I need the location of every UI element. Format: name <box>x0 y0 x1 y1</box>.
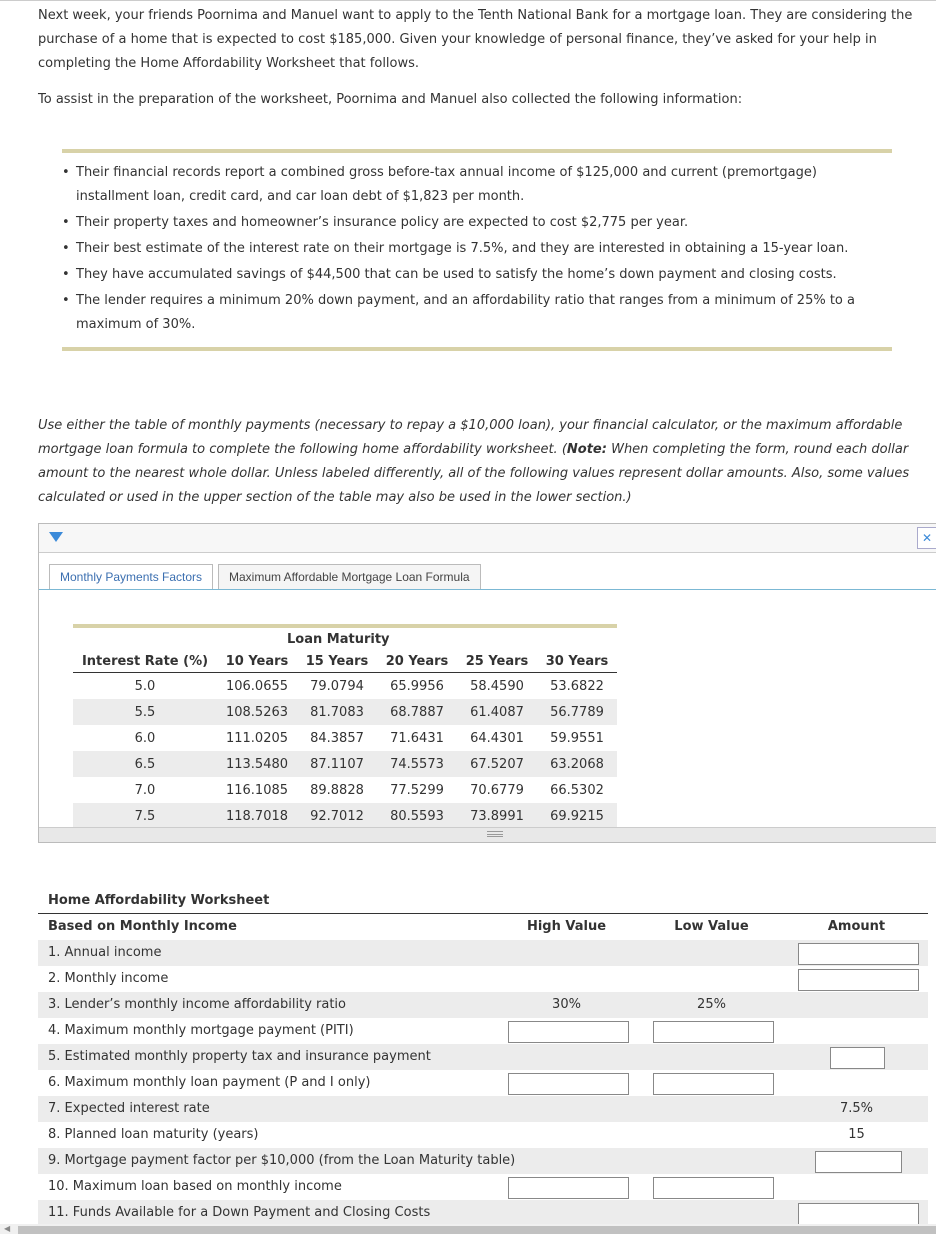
list-item: • The lender requires a minimum 20% down payment, and an affordability ratio that ranges from a minimum of 25% to a maximum of 30%. <box>62 293 855 332</box>
max-pi-low-input[interactable] <box>653 1073 774 1095</box>
table-row: 7.0 116.1085 89.8828 77.5299 70.6779 66.5302 <box>134 782 604 798</box>
row-label: 9. Mortgage payment factor per $10,000 (from the Loan Maturity table) <box>48 1153 516 1168</box>
row-label: 10. Maximum loan based on monthly income <box>48 1179 342 1194</box>
intro-paragraph: Next week, your friends Poornima and Manuel want to apply to the Tenth National Bank for a mortgage loan. They are considering the purchase of a home that is expected to cost $185,000. Given your knowledge of personal finance, they’ve asked for your help in completing the Home Affordability Worksheet that follows. <box>38 8 913 71</box>
row-label: 1. Annual income <box>48 945 162 960</box>
grip-icon <box>487 831 503 835</box>
tab-max-affordable-formula[interactable]: Maximum Affordable Mortgage Loan Formula <box>218 564 481 590</box>
table-row: 5.5 108.5263 81.7083 68.7887 61.4087 56.7789 <box>73 699 617 725</box>
column-header: 10 Years <box>217 650 297 673</box>
monthly-income-input[interactable] <box>798 969 919 991</box>
funds-available-input[interactable] <box>798 1203 919 1225</box>
worksheet-header-row <box>38 914 928 940</box>
assist-paragraph: To assist in the preparation of the worksheet, Poornima and Manuel also collected the following information: <box>38 92 743 107</box>
grip-line <box>487 836 503 837</box>
column-header: 15 Years <box>297 650 377 673</box>
column-header: 20 Years <box>377 650 457 673</box>
collapse-icon[interactable] <box>49 532 63 542</box>
list-item: • They have accumulated savings of $44,500 that can be used to satisfy the home’s down payment and closing costs. <box>62 267 837 282</box>
info-list <box>62 161 892 337</box>
table-row: 5.0 106.0655 79.0794 65.9956 58.4590 53.6822 <box>134 678 604 694</box>
tax-insurance-input[interactable] <box>830 1047 885 1069</box>
table-row <box>38 1174 928 1200</box>
column-header: 30 Years <box>537 650 617 673</box>
annual-income-input[interactable] <box>798 943 919 965</box>
row-label: 4. Maximum monthly mortgage payment (PITI) <box>48 1023 354 1038</box>
interest-rate-value: 7.5% <box>839 1101 874 1116</box>
resize-handle[interactable] <box>39 827 936 842</box>
payment-factor-input[interactable] <box>815 1151 902 1173</box>
worksheet-title: Home Affordability Worksheet <box>38 889 928 914</box>
max-piti-low-input[interactable] <box>653 1021 774 1043</box>
table-row <box>38 1096 928 1122</box>
high-value-header: High Value <box>526 919 607 934</box>
row-label: 3. Lender’s monthly income affordability ratio <box>48 997 346 1012</box>
table-row <box>38 1200 928 1226</box>
max-loan-low-input[interactable] <box>653 1177 774 1199</box>
table-row <box>38 1070 928 1096</box>
table-row: 6.5 113.5480 87.1107 74.5573 67.5207 63.2068 <box>73 751 617 777</box>
ratio-high-value: 30% <box>552 997 581 1012</box>
table-row <box>38 1044 928 1070</box>
table-row: 7.5 118.7018 92.7012 80.5593 73.8991 69.9215 <box>73 803 617 827</box>
list-item: • Their property taxes and homeowner’s insurance policy are expected to cost $2,775 per year. <box>62 215 689 230</box>
row-label: 5. Estimated monthly property tax and insurance payment <box>48 1049 431 1064</box>
table-row <box>38 1122 928 1148</box>
panel-body <box>39 553 936 827</box>
row-label: 8. Planned loan maturity (years) <box>48 1127 259 1142</box>
loan-maturity-header: Loan Maturity <box>287 631 390 647</box>
table-row <box>38 966 928 992</box>
horizontal-scrollbar[interactable] <box>0 1224 936 1234</box>
ratio-low-value: 25% <box>697 997 726 1012</box>
close-icon[interactable]: ✕ <box>917 527 936 549</box>
reference-panel <box>38 523 936 843</box>
column-header: Interest Rate (%) <box>73 650 217 673</box>
amount-header: Amount <box>827 919 886 934</box>
info-box <box>62 149 892 351</box>
row-label: 11. Funds Available for a Down Payment and Closing Costs <box>48 1205 431 1220</box>
loan-maturity-value: 15 <box>848 1127 865 1142</box>
max-pi-high-input[interactable] <box>508 1073 629 1095</box>
list-item: • Their financial records report a combined gross before-tax annual income of $125,000 and current (premortgage) installment loan, credit card, and car loan debt of $1,823 per month. <box>62 165 817 204</box>
table-row <box>38 1018 928 1044</box>
scroll-left-icon[interactable]: ◀ <box>4 1224 11 1233</box>
table-row <box>38 1148 928 1174</box>
column-header: 25 Years <box>457 650 537 673</box>
max-piti-high-input[interactable] <box>508 1021 629 1043</box>
list-item: • Their best estimate of the interest rate on their mortgage is 7.5%, and they are interested in obtaining a 15-year loan. <box>62 241 849 256</box>
row-label: 7. Expected interest rate <box>48 1101 210 1116</box>
row-label: 6. Maximum monthly loan payment (P and I only) <box>48 1075 371 1090</box>
low-value-header: Low Value <box>674 919 749 934</box>
scrollbar-thumb[interactable] <box>18 1226 936 1234</box>
home-affordability-worksheet <box>38 889 928 1226</box>
top-divider <box>0 0 936 1</box>
table-row <box>38 992 928 1018</box>
row-label: 2. Monthly income <box>48 971 169 986</box>
loan-maturity-table <box>73 624 617 827</box>
panel-header[interactable] <box>39 524 936 553</box>
table-row <box>38 940 928 966</box>
tab-monthly-payments-factors[interactable]: Monthly Payments Factors <box>49 564 213 590</box>
table-row: 6.0 111.0205 84.3857 71.6431 64.4301 59.9551 <box>134 730 604 746</box>
section-label: Based on Monthly Income <box>48 919 237 934</box>
tab-underline <box>39 589 936 590</box>
instructions-paragraph: Use either the table of monthly payments (necessary to repay a $10,000 loan), your financial calculator, or the maximum affordable mortgage loan formula to complete the following home affordability worksheet. (Note: When completing the form, round each dollar amount to the nearest whole dollar. Unless labeled differently, all of the following values represent dollar amounts. Also, some values calculated or used in the upper section of the table may also be used in the lower section.) <box>38 418 910 505</box>
max-loan-high-input[interactable] <box>508 1177 629 1199</box>
